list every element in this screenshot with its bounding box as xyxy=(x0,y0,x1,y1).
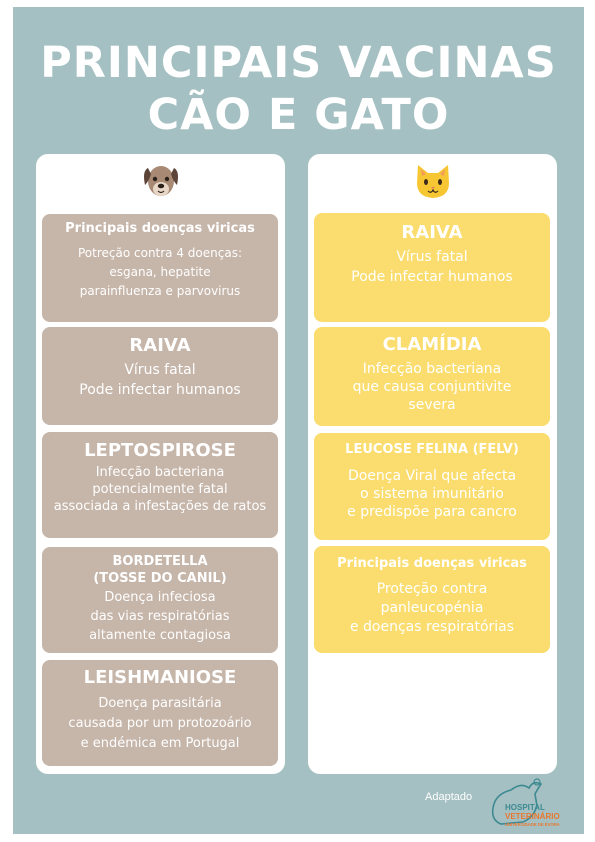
card-line: e endémica em Portugal xyxy=(80,736,240,751)
card-line: Infecção bacteriana xyxy=(95,465,225,480)
cat-card-raiva xyxy=(314,213,550,322)
card-title: RAIVA xyxy=(129,335,191,356)
dog-card-viricas xyxy=(42,214,278,322)
card-line: esgana, hepatite xyxy=(109,265,211,279)
card-subtitle: (TOSSE DO CANIL) xyxy=(93,571,227,586)
adapted-label: Adaptado xyxy=(425,791,473,803)
card-line: associada a infestações de ratos xyxy=(53,499,267,514)
dog-card-bordetella xyxy=(42,547,278,653)
card-text xyxy=(320,360,544,414)
cat-card-leucose xyxy=(314,433,550,540)
card-line: Doença Viral que afecta xyxy=(347,468,517,484)
card-line: Doença infeciosa xyxy=(104,590,216,605)
card-line: Pode infectar humanos xyxy=(79,382,241,398)
logo-text-3: UNIVERSIDADE DE ÉVORA xyxy=(505,822,560,827)
poster xyxy=(13,7,584,834)
dog-face-icon xyxy=(141,159,181,201)
card-text xyxy=(48,360,272,400)
card-line: altamente contagiosa xyxy=(89,628,231,643)
card-line: das vias respiratórias xyxy=(90,609,230,624)
card-title: RAIVA xyxy=(401,222,463,243)
card-text xyxy=(48,694,272,754)
logo-text-1: HOSPITAL xyxy=(505,803,545,812)
card-line: e doenças respiratórias xyxy=(349,619,515,635)
dog-card-leptospirose xyxy=(42,432,278,538)
card-line: Proteção contra xyxy=(376,581,488,597)
card-title: Principais doenças viricas xyxy=(337,556,527,571)
card-title: LEUCOSE FELINA (FELV) xyxy=(345,442,519,457)
card-line: que causa conjuntivite xyxy=(352,379,512,395)
card-line: Doença parasitária xyxy=(98,696,222,711)
dog-column xyxy=(36,154,285,774)
card-line: Vírus fatal xyxy=(396,249,468,265)
card-title: BORDETELLA xyxy=(112,554,208,569)
card-line: Infecção bacteriana xyxy=(362,361,502,377)
card-line: causada por um protozoário xyxy=(68,716,252,731)
card-line: Pode infectar humanos xyxy=(351,269,513,285)
card-title: LEPTOSPIROSE xyxy=(84,440,236,461)
card-text xyxy=(320,580,544,637)
cat-face-icon xyxy=(413,159,453,201)
card-text xyxy=(48,588,272,645)
card-line: e predispõe para cancro xyxy=(347,504,517,520)
title-line-1: PRINCIPAIS VACINAS xyxy=(40,38,557,88)
hospital-veterinario-logo xyxy=(483,772,575,834)
card-title: LEISHMANIOSE xyxy=(83,667,237,688)
card-line: potencialmente fatal xyxy=(92,482,228,497)
cat-card-viricas xyxy=(314,546,550,653)
cat-column xyxy=(308,154,557,774)
card-text xyxy=(48,244,272,301)
card-line: severa xyxy=(408,397,456,413)
card-title: CLAMÍDIA xyxy=(382,334,482,355)
title-line-2: CÃO E GATO xyxy=(147,90,450,140)
card-line: Potreção contra 4 doenças: xyxy=(77,246,242,260)
card-line: o sistema imunitário xyxy=(360,486,504,502)
card-text xyxy=(320,467,544,521)
dog-card-raiva xyxy=(42,327,278,425)
card-line: Vírus fatal xyxy=(124,362,196,378)
cat-card-clamidia xyxy=(314,327,550,426)
logo-text-2: VETERINÁRIO xyxy=(505,812,560,821)
card-text xyxy=(320,247,544,287)
card-line: parainfluenza e parvovirus xyxy=(79,284,241,298)
card-line: panleucopénia xyxy=(380,600,484,616)
card-text xyxy=(48,464,272,515)
dog-card-leishmaniose xyxy=(42,660,278,766)
card-title: Principais doenças viricas xyxy=(65,221,255,236)
page-title xyxy=(13,37,584,141)
